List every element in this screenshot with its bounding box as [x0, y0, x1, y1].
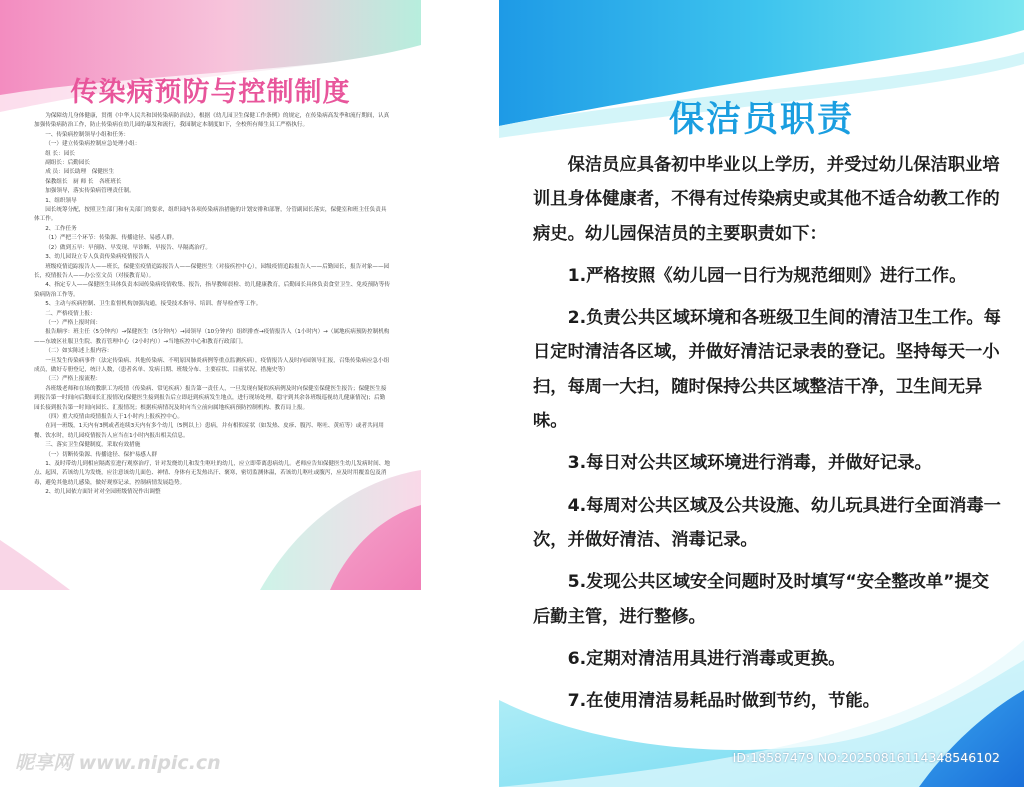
site-watermark: 昵享网 www.nipic.cn: [15, 752, 221, 774]
rule-line: 各班级老师和在场的教职工为疫情（传染病、常见疾病）报告第一责任人，一旦发现有疑似疾病例及时向保健室保健医生报告；保健医生接到报告第一时间向后勤园长汇报情况(保健医生接到报告后立即赶到疾病发生地点，进行现场处理，稳守到其余各班级巡视幼儿健康情况)；后勤园长接到报告第一时间向园长、汇报情况；根据疾病情况及时向当立前向属地疾病预防控制机构、教育局上报。: [34, 385, 387, 411]
rule-line: 2、幼儿园依方面针对对全园班级情况作出调整: [45, 489, 161, 496]
right-poster-body: [533, 148, 1003, 718]
rule-line: 3、幼儿园设立专人负责传染病疫情报告人: [45, 254, 150, 261]
rule-line: 一旦发生传染病事件（法定传染病、其他传染病、不明原因肺炎病例等重点监测疾病），疫情报告人及时向园领导汇报，召集传染病应急小组成员，做好专册登记，统计人数，（患者名单、发病日期、班级分布、主要症状、目前状况、措施史等）: [34, 357, 390, 373]
rule-line: 加强领导，落实传染病管理责任制。: [45, 188, 135, 195]
rule-line: 报告顺序：班主任（5分钟内）→保健医生（5分钟内）→园领导（10分钟内）组织排查→疫情报告人（1小时内）→（属地疾病预防控制机构——东坡区社服卫生院、教育管理中心（2小时内））→当地疾控中心和教育行政部门。: [34, 329, 390, 345]
rule-line: 1、及时带幼儿到相应隔离室进行观察治疗，针对发烧幼儿和发生呕吐的幼儿，应立即带离患病幼儿。老师应告知保健医生幼儿发病时间、地点、起因，若该幼儿为发烧，应注意该幼儿面色、神情、身体有无发热出汗、褒寒，密切监测体温，若该幼儿呕吐或腹泻，应及时用覆盖包及消毒，避免其他幼儿感染，做好观察记录，控制病情发展趋势。: [34, 461, 390, 486]
duty-item-1: 1.严格按照《幼儿园一日行为规范细则》进行工作。: [567, 265, 967, 286]
rule-line: 三、落实卫生保健制度，采取有效措施: [45, 442, 141, 449]
duty-item-5: 5.发现公共区域安全问题时及时填写“安全整改单”提交后勤主管，进行整修。: [533, 572, 990, 627]
rule-line: 组 长：园长: [45, 150, 75, 157]
rule-line: 4、指定专人——保健医生具体负责本园传染病疫情收集、报告，指导教师晨检、幼儿健康教育，后勤园长具体负责食堂卫生、免疫预防等传染病防治工作等。: [34, 282, 390, 298]
rule-line: 一、传染病控制领导小组和任务：: [45, 131, 130, 138]
rule-line: （四）重大疫情由疫情报告人于1小时内上报疾控中心。: [45, 414, 183, 420]
rule-line: 1、组织领导: [45, 197, 77, 204]
rule-line: 二、严格疫情上报：: [45, 310, 96, 317]
rule-line: （一）严格上报时间：: [45, 319, 102, 326]
rule-line: 在同一班级，1天内有3例或者连续3天内有多个幼儿（5例以上）患病，并有相似症状（如发热、皮疹、腹泻、呕吐、黄疸等）或者共同用餐、饮水时，幼儿园疫情报告人应当在1小时内报出相关信息。: [34, 423, 384, 439]
rule-line: 5、主动与疾病控制、卫生监督机构加强沟通，接受技术指导、培训、督导检查等工作。: [45, 301, 262, 308]
duty-item-3: 3.每日对公共区域环境进行消毒，并做好记录。: [567, 453, 932, 474]
right-poster: [499, 0, 1024, 787]
rule-line: 园长统筹分配，按照卫生部门和有关部门的要求，组织园内各项传染病治措施的计划安排和部署，分管副园长落实，保健室和班主任负责具体工作。: [34, 207, 387, 223]
rule-line: 成 员：园长助理 保健医生: [45, 169, 115, 176]
rule-line: 为保障幼儿身体健康，贯彻《中华人民共和国传染病防治法》，根据《幼儿园卫生保健工作条例》的规定，在传染病高发季和流行期间，认真加强传染病防治工作，防止传染病在幼儿园的暴发和流行，我园制定本制度如下，全校所有师生员工严格执行。: [34, 113, 390, 129]
rule-line: （二）如实陈述上报内容：: [45, 348, 113, 355]
duty-item-6: 6.定期对清洁用具进行消毒或更换。: [567, 648, 846, 669]
left-poster-body: [34, 112, 390, 498]
rule-line: 班级疫情追踪报告人——班长，保健室疫情追踪报告人——保健医生（对接疾控中心），园级疫情追踪报告人——后勤园长，报告对象——园长，疫情报告人——办公室文员（对接教育局）。: [34, 263, 390, 279]
rule-line: （1）严把三个环节：传染源、传播途径、易感人群。: [45, 235, 178, 242]
rule-line: 保教组长 厨 师 长 各班班长: [45, 178, 122, 185]
left-poster-title: 传染病预防与控制制度: [70, 77, 351, 108]
rule-line: （一）建立传染病控制应急处理小组：: [45, 141, 141, 148]
duty-item-2: 2.负责公共区域环境和各班级卫生间的清洁卫生工作。每日定时清洁各区域，并做好清洁记录表的登记。坚持每天一小扫，每周一大扫，随时保持公共区域整洁干净，卫生间无异味。: [533, 308, 1001, 432]
left-poster: [0, 0, 421, 590]
image-id-watermark: ID:18587479 NO:20250816114348546102: [732, 750, 1000, 765]
rule-line: 2、工作任务: [45, 225, 77, 232]
rule-line: 副组长：后勤园长: [45, 160, 90, 167]
duty-intro: 保洁员应具备初中毕业以上学历，并受过幼儿保洁职业培训且身体健康者，不得有过传染病史或其他不适合幼教工作的病史。幼儿园保洁员的主要职责如下：: [533, 155, 1000, 244]
rule-line: （2）做到五早：早预防、早发现、早诊断、早报告、早隔离治疗。: [45, 244, 211, 251]
duty-item-7: 7.在使用清洁易耗品时做到节约，节能。: [567, 691, 880, 712]
rule-line: （三）严格上报流程：: [45, 376, 102, 383]
right-poster-title: 保洁员职责: [668, 100, 854, 140]
duty-item-4: 4.每周对公共区域及公共设施、幼儿玩具进行全面消毒一次，并做好清洁、消毒记录。: [533, 495, 1001, 550]
rule-line: （一）切断传染源、传播途径、保护易感人群: [45, 451, 158, 458]
